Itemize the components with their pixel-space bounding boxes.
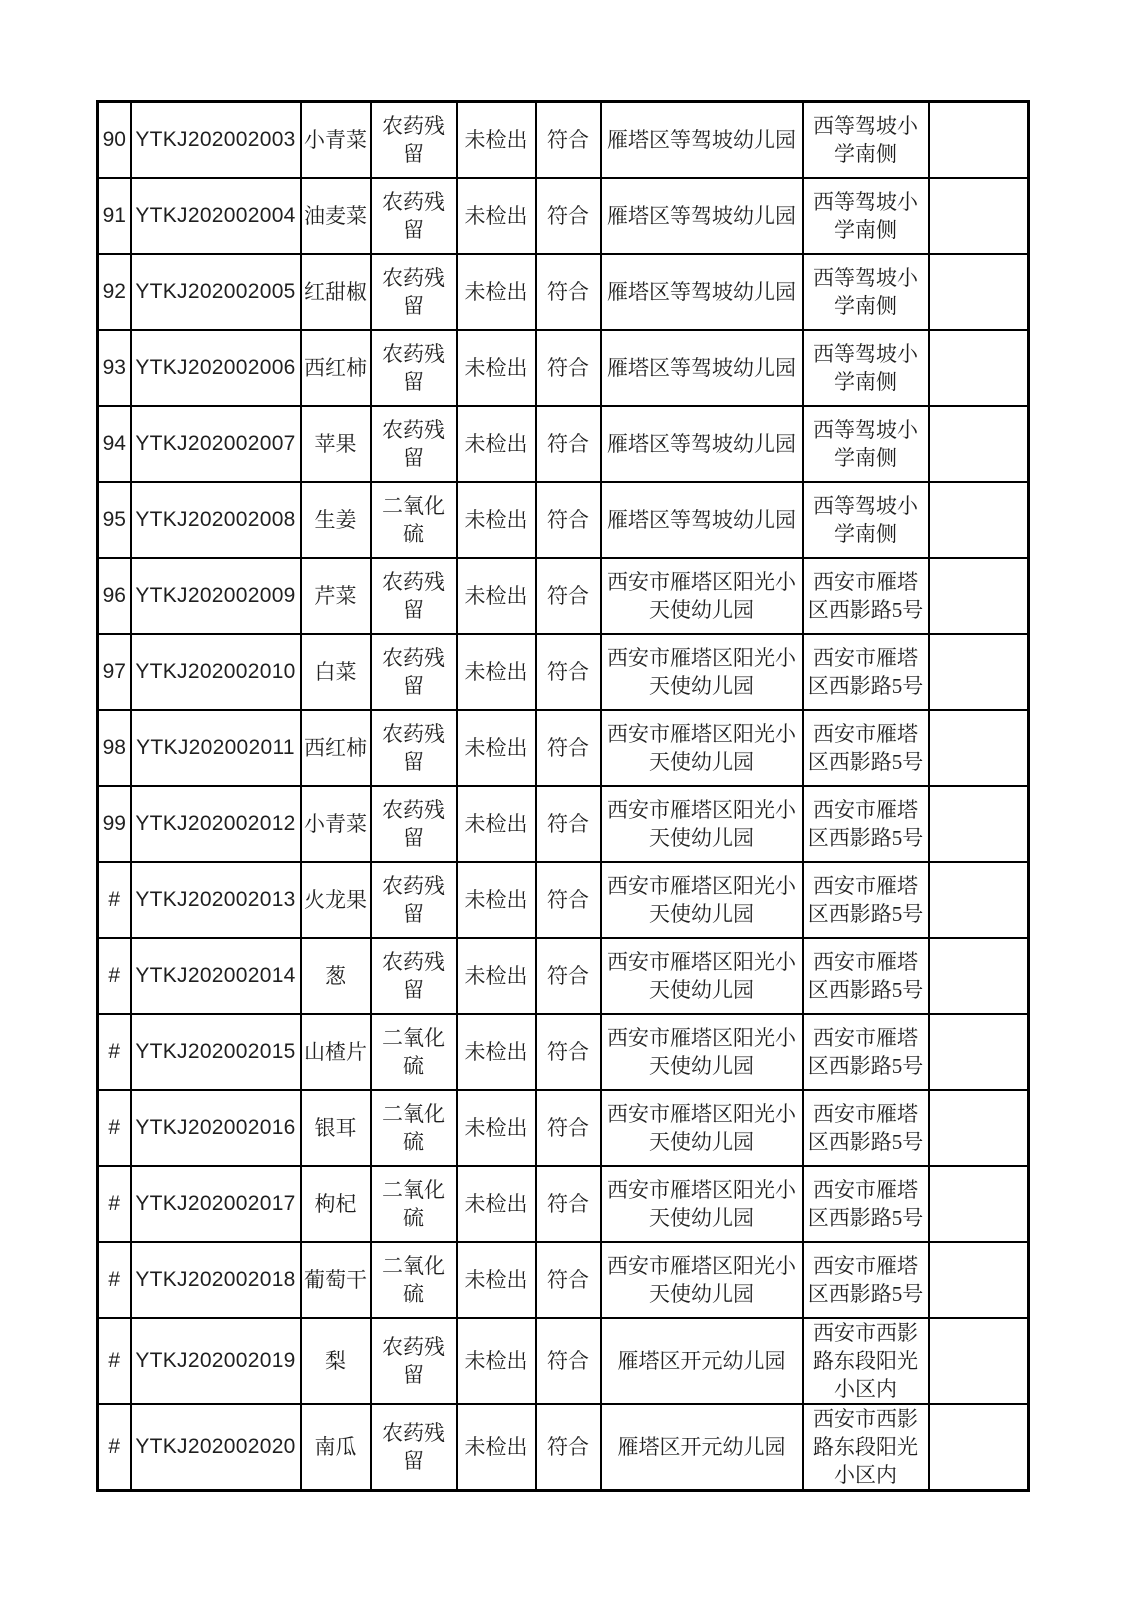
cell-sample-id: YTKJ202002014 — [131, 938, 301, 1014]
cell-unit-address: 西安市雁塔区西影路5号 — [803, 1090, 929, 1166]
cell-test-item: 二氧化硫 — [371, 1014, 457, 1090]
cell-conclusion: 符合 — [536, 178, 601, 254]
cell-sampled-unit: 西安市雁塔区阳光小天使幼儿园 — [601, 1166, 803, 1242]
cell-test-result: 未检出 — [457, 330, 536, 406]
cell-row-index: 96 — [98, 558, 131, 634]
cell-sample-name: 白菜 — [301, 634, 371, 710]
cell-test-item: 农药残留 — [371, 178, 457, 254]
cell-conclusion: 符合 — [536, 1318, 601, 1404]
cell-remark — [929, 406, 1029, 482]
cell-remark — [929, 1166, 1029, 1242]
cell-sampled-unit: 雁塔区等驾坡幼儿园 — [601, 178, 803, 254]
cell-sampled-unit: 西安市雁塔区阳光小天使幼儿园 — [601, 786, 803, 862]
cell-unit-address: 西安市雁塔区西影路5号 — [803, 558, 929, 634]
table-row — [98, 1404, 1029, 1491]
cell-sample-name: 芹菜 — [301, 558, 371, 634]
cell-sample-id: YTKJ202002003 — [131, 102, 301, 178]
cell-conclusion: 符合 — [536, 710, 601, 786]
cell-test-item: 二氧化硫 — [371, 482, 457, 558]
cell-test-item: 农药残留 — [371, 1318, 457, 1404]
table-row — [98, 1318, 1029, 1404]
cell-row-index: 92 — [98, 254, 131, 330]
cell-row-index: # — [98, 862, 131, 938]
cell-row-index: 98 — [98, 710, 131, 786]
cell-unit-address: 西安市雁塔区西影路5号 — [803, 1166, 929, 1242]
cell-sampled-unit: 西安市雁塔区阳光小天使幼儿园 — [601, 634, 803, 710]
cell-sample-name: 小青菜 — [301, 102, 371, 178]
cell-remark — [929, 102, 1029, 178]
cell-sample-id: YTKJ202002016 — [131, 1090, 301, 1166]
cell-conclusion: 符合 — [536, 1404, 601, 1491]
cell-sampled-unit: 雁塔区等驾坡幼儿园 — [601, 254, 803, 330]
cell-unit-address: 西等驾坡小学南侧 — [803, 482, 929, 558]
cell-remark — [929, 634, 1029, 710]
cell-test-item: 农药残留 — [371, 102, 457, 178]
cell-test-item: 二氧化硫 — [371, 1242, 457, 1318]
cell-test-result: 未检出 — [457, 1166, 536, 1242]
table-row — [98, 634, 1029, 710]
cell-unit-address: 西安市雁塔区西影路5号 — [803, 1242, 929, 1318]
cell-test-result: 未检出 — [457, 786, 536, 862]
cell-remark — [929, 178, 1029, 254]
cell-unit-address: 西安市雁塔区西影路5号 — [803, 862, 929, 938]
cell-test-result: 未检出 — [457, 862, 536, 938]
cell-sample-name: 苹果 — [301, 406, 371, 482]
cell-unit-address: 西安市西影路东段阳光小区内 — [803, 1318, 929, 1404]
table-row — [98, 558, 1029, 634]
cell-sample-id: YTKJ202002012 — [131, 786, 301, 862]
cell-row-index: 99 — [98, 786, 131, 862]
table-row — [98, 406, 1029, 482]
cell-conclusion: 符合 — [536, 1014, 601, 1090]
cell-row-index: 91 — [98, 178, 131, 254]
cell-row-index: 94 — [98, 406, 131, 482]
cell-test-item: 农药残留 — [371, 634, 457, 710]
cell-sampled-unit: 西安市雁塔区阳光小天使幼儿园 — [601, 938, 803, 1014]
cell-unit-address: 西安市雁塔区西影路5号 — [803, 1014, 929, 1090]
cell-sampled-unit: 西安市雁塔区阳光小天使幼儿园 — [601, 1090, 803, 1166]
cell-test-item: 农药残留 — [371, 938, 457, 1014]
cell-row-index: 93 — [98, 330, 131, 406]
cell-test-item: 农药残留 — [371, 1404, 457, 1491]
cell-unit-address: 西安市雁塔区西影路5号 — [803, 634, 929, 710]
cell-conclusion: 符合 — [536, 102, 601, 178]
table-row — [98, 254, 1029, 330]
cell-conclusion: 符合 — [536, 406, 601, 482]
cell-sampled-unit: 雁塔区等驾坡幼儿园 — [601, 102, 803, 178]
cell-row-index: # — [98, 938, 131, 1014]
cell-conclusion: 符合 — [536, 1166, 601, 1242]
table-row — [98, 1166, 1029, 1242]
cell-conclusion: 符合 — [536, 1090, 601, 1166]
cell-test-result: 未检出 — [457, 1014, 536, 1090]
cell-remark — [929, 786, 1029, 862]
cell-row-index: 90 — [98, 102, 131, 178]
cell-unit-address: 西安市雁塔区西影路5号 — [803, 938, 929, 1014]
cell-sampled-unit: 雁塔区等驾坡幼儿园 — [601, 406, 803, 482]
cell-sampled-unit: 西安市雁塔区阳光小天使幼儿园 — [601, 710, 803, 786]
cell-unit-address: 西等驾坡小学南侧 — [803, 330, 929, 406]
cell-test-item: 二氧化硫 — [371, 1090, 457, 1166]
cell-sample-name: 西红柿 — [301, 330, 371, 406]
cell-test-result: 未检出 — [457, 1404, 536, 1491]
cell-test-result: 未检出 — [457, 1242, 536, 1318]
cell-sample-id: YTKJ202002019 — [131, 1318, 301, 1404]
table-row — [98, 1090, 1029, 1166]
cell-remark — [929, 254, 1029, 330]
cell-sample-id: YTKJ202002018 — [131, 1242, 301, 1318]
cell-sampled-unit: 雁塔区等驾坡幼儿园 — [601, 482, 803, 558]
test-results-table-body — [98, 102, 1029, 1491]
cell-sample-name: 小青菜 — [301, 786, 371, 862]
cell-test-result: 未检出 — [457, 102, 536, 178]
table-row — [98, 1014, 1029, 1090]
cell-test-item: 农药残留 — [371, 558, 457, 634]
cell-row-index: # — [98, 1404, 131, 1491]
table-row — [98, 862, 1029, 938]
cell-remark — [929, 1404, 1029, 1491]
table-row — [98, 786, 1029, 862]
cell-sample-id: YTKJ202002011 — [131, 710, 301, 786]
cell-test-result: 未检出 — [457, 178, 536, 254]
cell-test-result: 未检出 — [457, 938, 536, 1014]
table-row — [98, 710, 1029, 786]
cell-test-result: 未检出 — [457, 710, 536, 786]
cell-sample-name: 银耳 — [301, 1090, 371, 1166]
cell-conclusion: 符合 — [536, 558, 601, 634]
cell-sample-name: 生姜 — [301, 482, 371, 558]
cell-remark — [929, 330, 1029, 406]
cell-sampled-unit: 西安市雁塔区阳光小天使幼儿园 — [601, 1014, 803, 1090]
cell-sampled-unit: 雁塔区开元幼儿园 — [601, 1318, 803, 1404]
cell-test-item: 农药残留 — [371, 330, 457, 406]
cell-sample-id: YTKJ202002007 — [131, 406, 301, 482]
cell-remark — [929, 1318, 1029, 1404]
cell-unit-address: 西安市西影路东段阳光小区内 — [803, 1404, 929, 1491]
cell-sample-id: YTKJ202002008 — [131, 482, 301, 558]
cell-sample-id: YTKJ202002006 — [131, 330, 301, 406]
cell-remark — [929, 1242, 1029, 1318]
cell-row-index: # — [98, 1090, 131, 1166]
cell-row-index: 95 — [98, 482, 131, 558]
test-results-table — [96, 100, 1030, 1492]
cell-sample-id: YTKJ202002010 — [131, 634, 301, 710]
cell-test-item: 农药残留 — [371, 406, 457, 482]
cell-conclusion: 符合 — [536, 862, 601, 938]
cell-sampled-unit: 雁塔区开元幼儿园 — [601, 1404, 803, 1491]
cell-remark — [929, 558, 1029, 634]
cell-test-item: 二氧化硫 — [371, 1166, 457, 1242]
table-row — [98, 1242, 1029, 1318]
cell-sample-id: YTKJ202002013 — [131, 862, 301, 938]
table-row — [98, 102, 1029, 178]
cell-sample-id: YTKJ202002017 — [131, 1166, 301, 1242]
cell-sampled-unit: 西安市雁塔区阳光小天使幼儿园 — [601, 558, 803, 634]
cell-test-result: 未检出 — [457, 634, 536, 710]
cell-row-index: # — [98, 1014, 131, 1090]
cell-unit-address: 西安市雁塔区西影路5号 — [803, 786, 929, 862]
cell-test-item: 农药残留 — [371, 254, 457, 330]
cell-sample-id: YTKJ202002005 — [131, 254, 301, 330]
cell-row-index: # — [98, 1242, 131, 1318]
cell-row-index: # — [98, 1318, 131, 1404]
cell-test-result: 未检出 — [457, 1090, 536, 1166]
cell-sampled-unit: 西安市雁塔区阳光小天使幼儿园 — [601, 862, 803, 938]
cell-conclusion: 符合 — [536, 1242, 601, 1318]
cell-test-result: 未检出 — [457, 1318, 536, 1404]
cell-sample-name: 山楂片 — [301, 1014, 371, 1090]
cell-sample-name: 红甜椒 — [301, 254, 371, 330]
cell-sample-name: 火龙果 — [301, 862, 371, 938]
cell-test-result: 未检出 — [457, 558, 536, 634]
cell-test-item: 农药残留 — [371, 710, 457, 786]
cell-unit-address: 西等驾坡小学南侧 — [803, 254, 929, 330]
cell-conclusion: 符合 — [536, 482, 601, 558]
cell-sample-name: 葱 — [301, 938, 371, 1014]
cell-conclusion: 符合 — [536, 330, 601, 406]
cell-sample-name: 西红柿 — [301, 710, 371, 786]
cell-sample-id: YTKJ202002020 — [131, 1404, 301, 1491]
cell-sample-name: 梨 — [301, 1318, 371, 1404]
cell-sample-name: 油麦菜 — [301, 178, 371, 254]
cell-sample-name: 葡萄干 — [301, 1242, 371, 1318]
cell-conclusion: 符合 — [536, 254, 601, 330]
table-row — [98, 330, 1029, 406]
cell-unit-address: 西等驾坡小学南侧 — [803, 406, 929, 482]
document-page — [96, 100, 1030, 1492]
table-row — [98, 178, 1029, 254]
cell-test-result: 未检出 — [457, 254, 536, 330]
cell-conclusion: 符合 — [536, 786, 601, 862]
cell-sampled-unit: 雁塔区等驾坡幼儿园 — [601, 330, 803, 406]
cell-sampled-unit: 西安市雁塔区阳光小天使幼儿园 — [601, 1242, 803, 1318]
cell-unit-address: 西安市雁塔区西影路5号 — [803, 710, 929, 786]
cell-test-item: 农药残留 — [371, 786, 457, 862]
cell-remark — [929, 710, 1029, 786]
cell-sample-name: 南瓜 — [301, 1404, 371, 1491]
cell-remark — [929, 862, 1029, 938]
cell-sample-id: YTKJ202002015 — [131, 1014, 301, 1090]
cell-remark — [929, 938, 1029, 1014]
cell-sample-name: 枸杞 — [301, 1166, 371, 1242]
cell-row-index: # — [98, 1166, 131, 1242]
table-row — [98, 938, 1029, 1014]
cell-remark — [929, 1014, 1029, 1090]
cell-remark — [929, 1090, 1029, 1166]
cell-unit-address: 西等驾坡小学南侧 — [803, 178, 929, 254]
cell-conclusion: 符合 — [536, 938, 601, 1014]
cell-test-result: 未检出 — [457, 406, 536, 482]
cell-sample-id: YTKJ202002009 — [131, 558, 301, 634]
cell-unit-address: 西等驾坡小学南侧 — [803, 102, 929, 178]
cell-conclusion: 符合 — [536, 634, 601, 710]
cell-test-item: 农药残留 — [371, 862, 457, 938]
table-row — [98, 482, 1029, 558]
cell-sample-id: YTKJ202002004 — [131, 178, 301, 254]
cell-row-index: 97 — [98, 634, 131, 710]
cell-test-result: 未检出 — [457, 482, 536, 558]
cell-remark — [929, 482, 1029, 558]
